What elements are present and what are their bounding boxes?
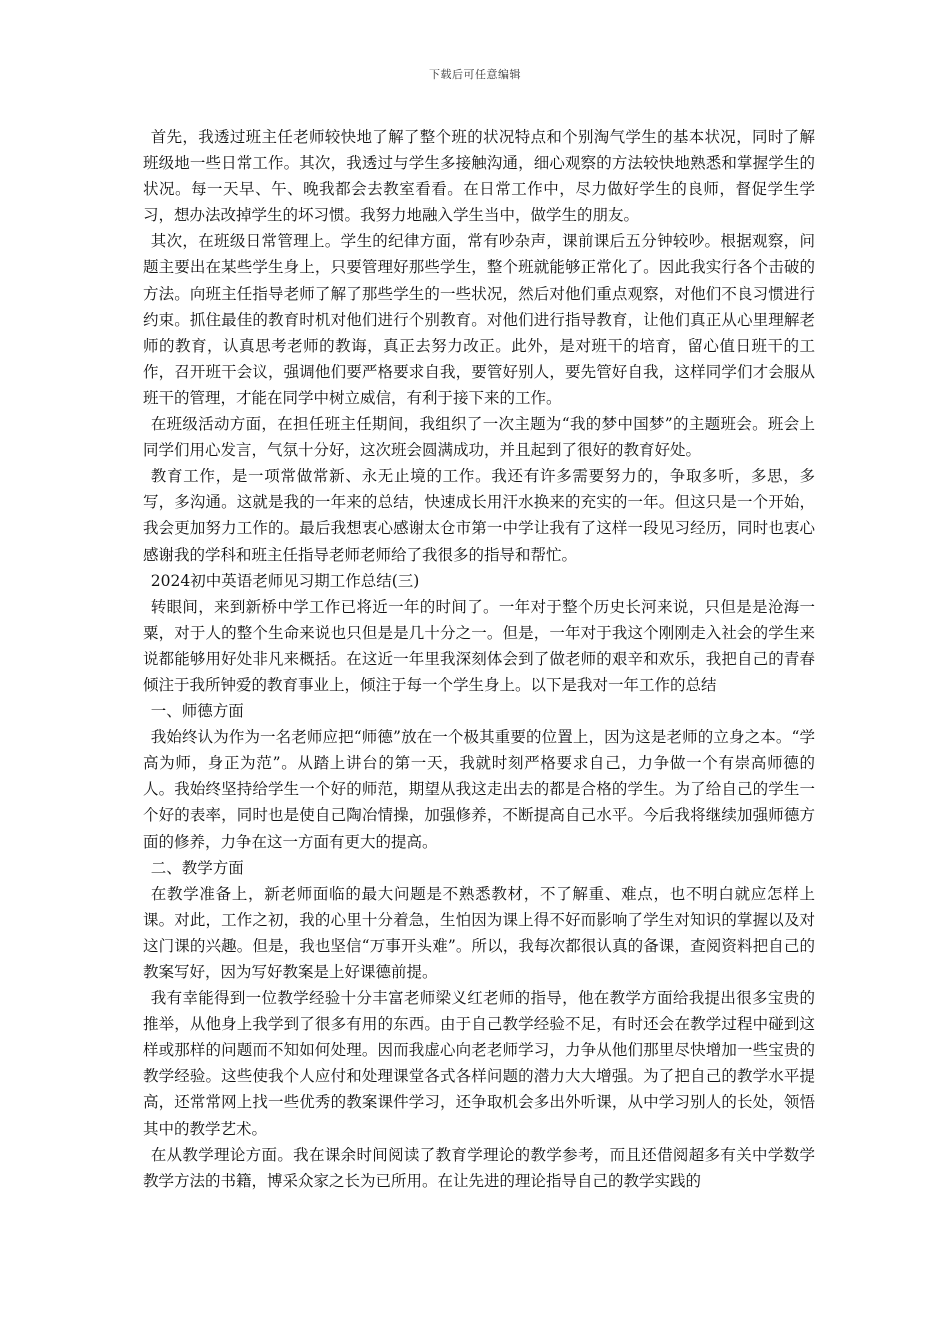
paragraph: 首先，我透过班主任老师较快地了解了整个班的状况特点和个别淘气学生的基本状况，同时了解班级地一些日常工作。其次，我透过与学生多接触沟通，细心观察的方法较快地熟悉和掌握学生的状况。每一天早、午、晚我都会去教室看看。在日常工作中，尽力做好学生的良师，督促学生学习，想办法改掉学生的坏习惯。我努力地融入学生当中，做学生的朋友。 (143, 128, 815, 225)
section-heading: 一、师德方面 (150, 702, 244, 721)
paragraph: 在教学准备上，新老师面临的最大问题是不熟悉教材，不了解重、难点，也不明白就应怎样上课。对此，工作之初，我的心里十分着急，生怕因为课上得不好而影响了学生对知识的掌握以及对这门课的兴趣。但是，我也坚信“万事开头难”。所以，我每次都很认真的备课，查阅资料把自己的教案写好，因为写好教案是上好课德前提。 (143, 884, 815, 981)
paragraph: 教育工作，是一项常做常新、永无止境的工作。我还有许多需要努力的，争取多听，多思，多写，多沟通。这就是我的一年来的总结，快速成长用汗水换来的充实的一年。但这只是一个开始，我会更加努力工作的。最后我想衷心感谢太仓市第一中学让我有了这样一段见习经历，同时也衷心感谢我的学科和班主任指导老师老师给了我很多的指导和帮忙。 (143, 467, 815, 564)
paragraph: 转眼间，来到新桥中学工作已将近一年的时间了。一年对于整个历史长河来说，只但是是沧海一粟，对于人的整个生命来说也只但是是几十分之一。但是，一年对于我这个刚刚走入社会的学生来说都能够用好处非凡来概括。在这近一年里我深刻体会到了做老师的艰辛和欢乐，我把自己的青春倾注于我所钟爱的教育事业上，倾注于每一个学生身上。以下是我对一年工作的总结 (143, 597, 815, 694)
paragraph: 其次，在班级日常管理上。学生的纪律方面，常有吵杂声，课前课后五分钟较吵。根据观察，问题主要出在某些学生身上，只要管理好那些学生，整个班就能够正常化了。因此我实行各个击破的方法。向班主任指导老师了解了那些学生的一些状况，然后对他们重点观察，对他们不良习惯进行约束。抓住最佳的教育时机对他们进行个别教育。对他们进行指导教育，让他们真正从心里理解老师的教育，认真思考老师的教诲，真正去努力改正。此外，是对班干的培育，留心值日班干的工作，召开班干会议，强调他们要严格要求自我，要管好别人，要先管好自我，这样同学们才会服从班干的管理，才能在同学中树立威信，有利于接下来的工作。 (143, 232, 815, 407)
paragraph: 在班级活动方面，在担任班主任期间，我组织了一次主题为“我的梦中国梦”的主题班会。班会上同学们用心发言，气氛十分好，这次班会圆满成功，并且起到了很好的教育好处。 (143, 415, 815, 460)
paragraph: 我有幸能得到一位教学经验十分丰富老师梁义红老师的指导，他在教学方面给我提出很多宝贵的推举，从他身上我学到了很多有用的东西。由于自己教学经验不足，有时还会在教学过程中碰到这样或那样的问题而不知如何处理。因而我虚心向老老师学习，力争从他们那里尽快增加一些宝贵的教学经验。这些使我个人应付和处理课堂各式各样问题的潜力大大增强。为了把自己的教学水平提高，还常常网上找一些优秀的教案课件学习，还争取机会多出外听课，从中学习别人的长处，领悟其中的教学艺术。 (143, 989, 815, 1138)
paragraph: 在从教学理论方面。我在课余时间阅读了教育学理论的教学参考，而且还借阅超多有关中学数学教学方法的书籍，博采众家之长为已所用。在让先进的理论指导自己的教学实践的 (143, 1145, 815, 1190)
section-title: 2024初中英语老师见习期工作总结(三) (150, 571, 420, 590)
paragraph: 我始终认为作为一名老师应把“师德”放在一个极其重要的位置上，因为这是老师的立身之本。“学高为师，身正为范”。从踏上讲台的第一天，我就时刻严格要求自己，力争做一个有崇高师德的人。我始终坚持给学生一个好的师范，期望从我这走出去的都是合格的学生。为了给自己的学生一个好的表率，同时也是使自己陶冶情操，加强修养，不断提高自己水平。今后我将继续加强师德方面的修养，力争在这一方面有更大的提高。 (143, 728, 815, 851)
section-heading: 二、教学方面 (150, 858, 244, 877)
page-header: 下载后可任意编辑 (429, 68, 521, 81)
document-body (143, 124, 815, 1194)
